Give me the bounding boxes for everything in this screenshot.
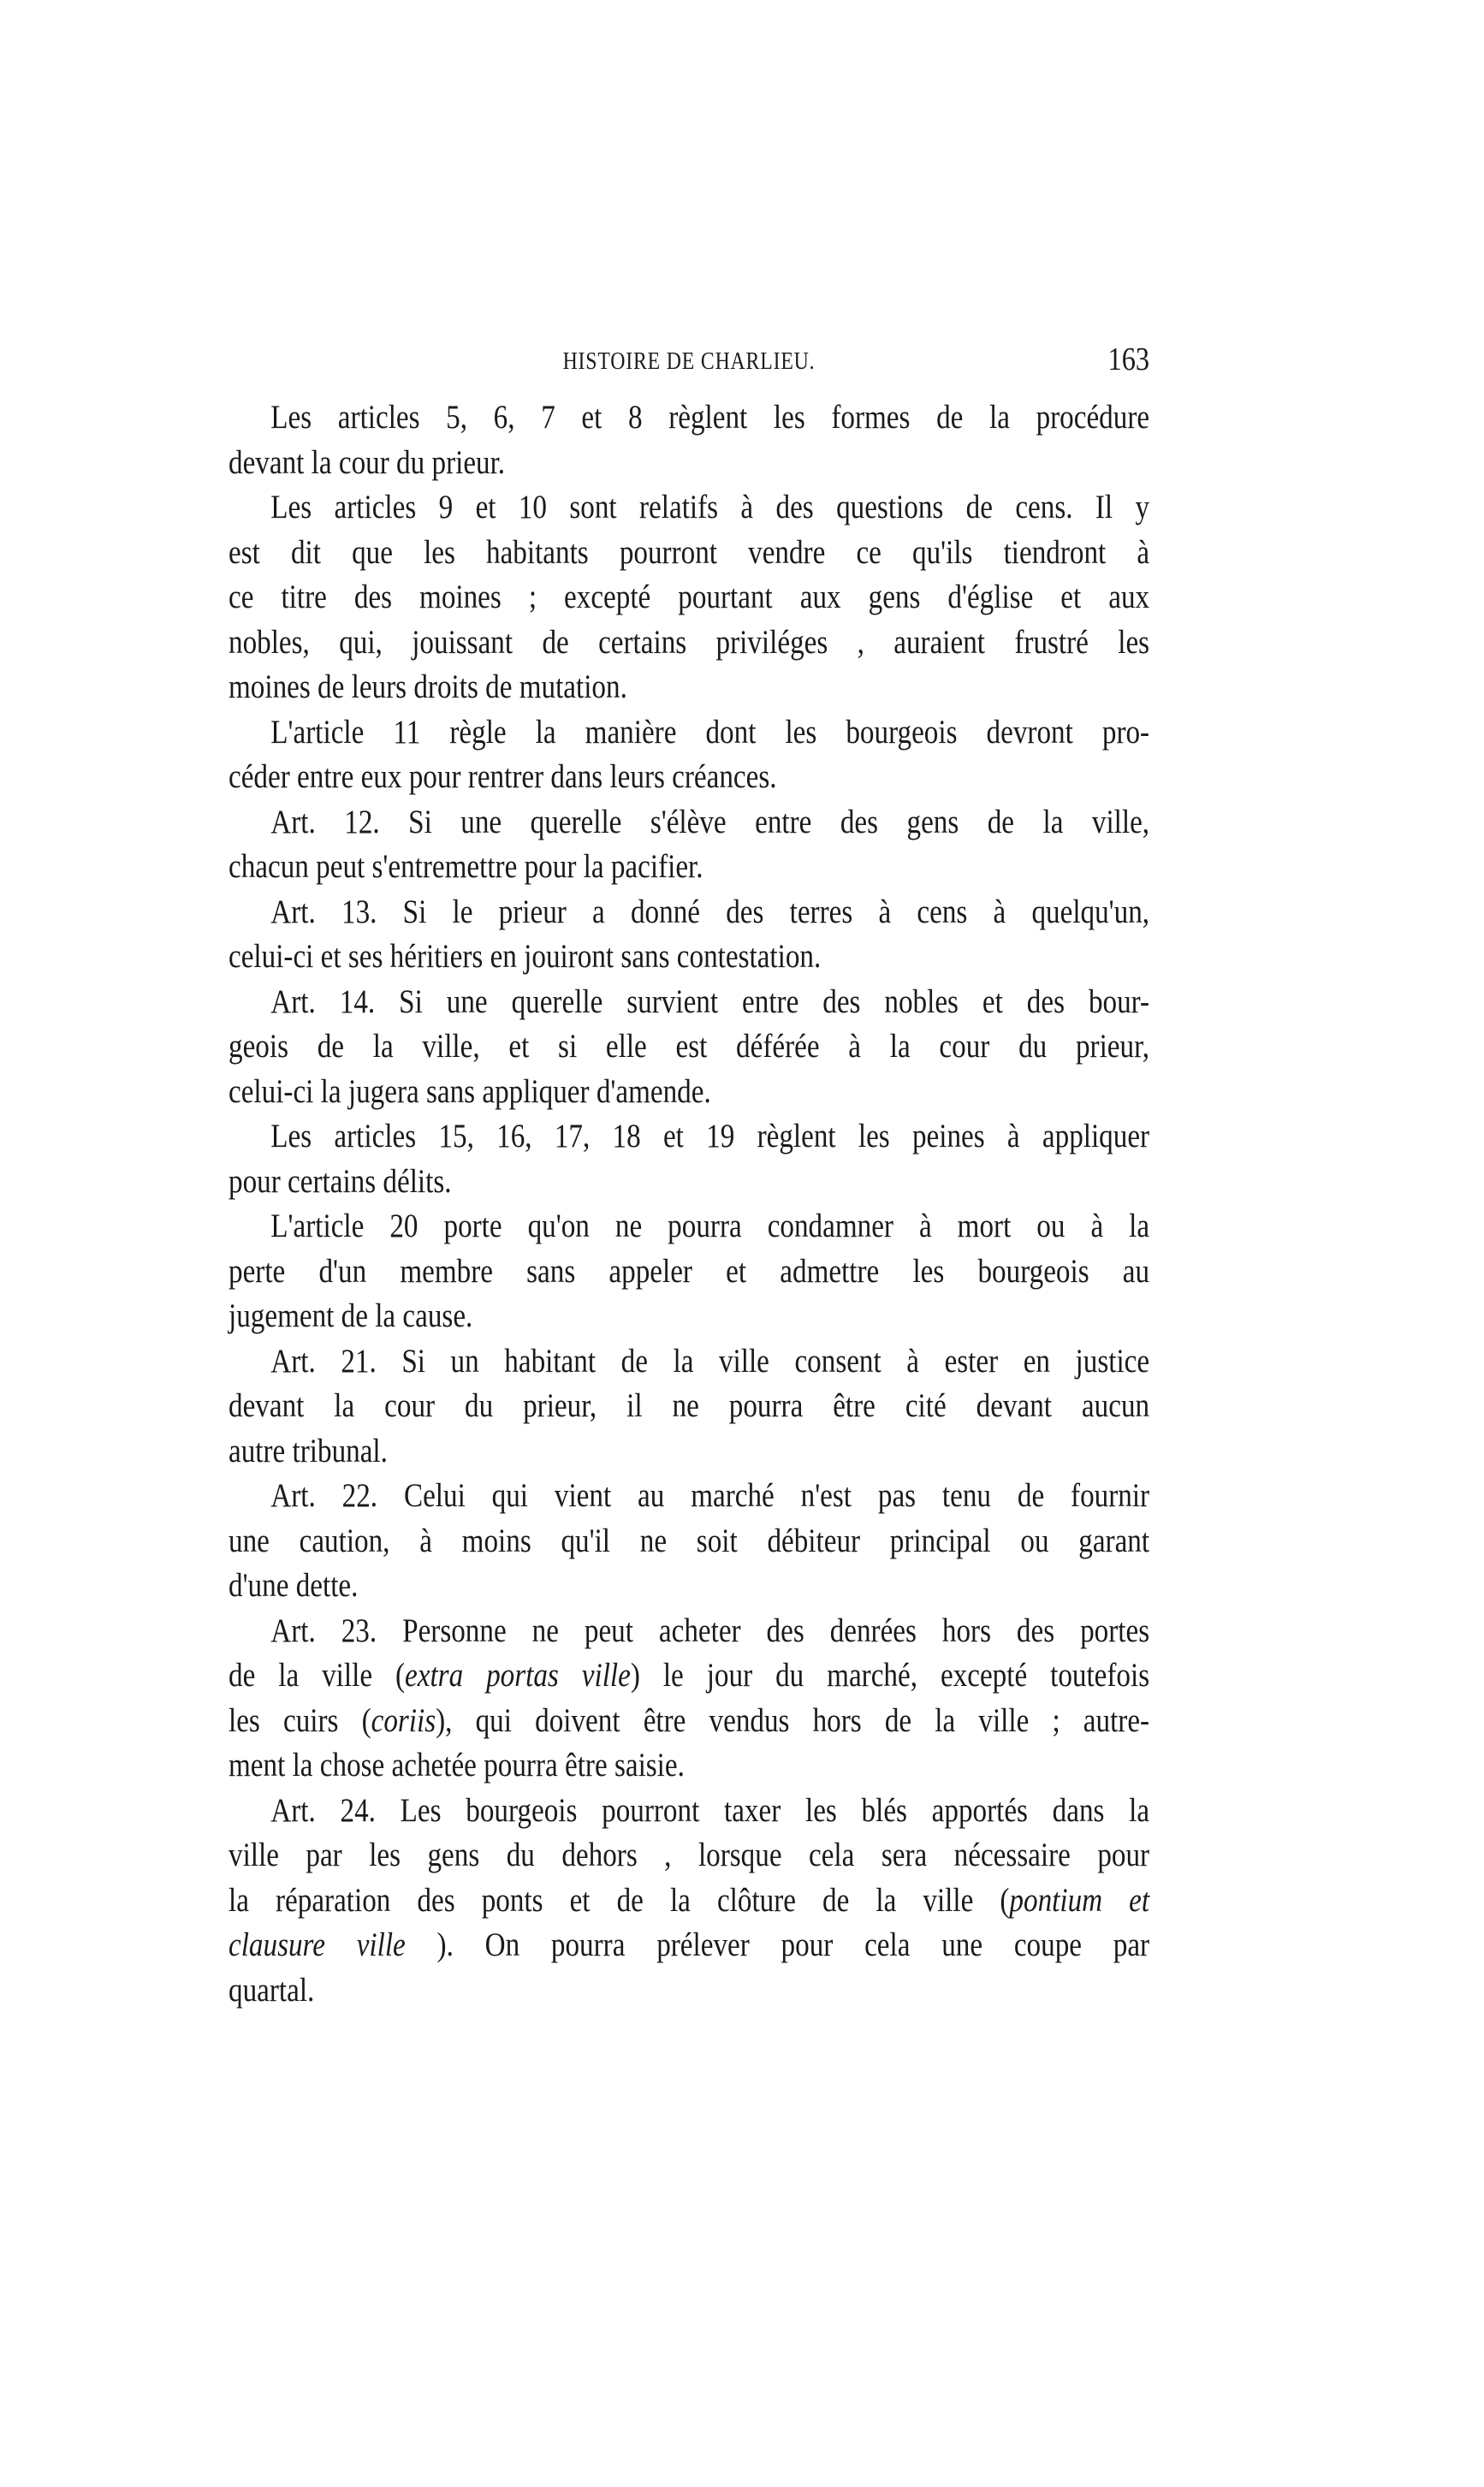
text-line [229,1653,1149,1699]
text-line [229,1923,1149,1968]
text-line [229,935,1149,980]
text-line [229,710,1149,756]
text-segment: Art. 12. Si une querelle s'élève entre des gens de la ville, [270,803,1150,840]
paragraph [229,710,1149,800]
text-line [229,1249,1149,1295]
text-line [229,441,1149,486]
text-line [229,665,1149,710]
text-line [229,1114,1149,1160]
text-segment: nobles, qui, jouissant de certains priviléges , auraient frustré les [229,623,1150,661]
text-segment: d'une dette. [229,1567,359,1604]
text-segment: Art. 22. Celui qui vient au marché n'est pas tenu de fournir [270,1477,1150,1514]
paragraph [229,1114,1149,1204]
text-line [229,620,1149,666]
text-line [229,1474,1149,1519]
text-line [229,1833,1149,1879]
italic-latin-term: coriis [371,1701,436,1739]
text-line [229,1204,1149,1249]
running-title: HISTOIRE DE CHARLIEU. [562,347,816,375]
text-segment: Art. 21. Si un habitant de la ville consent à ester en justice [270,1342,1150,1380]
text-segment: ) le jour du marché, excepté toutefois [630,1657,1150,1694]
paragraph [229,800,1149,890]
text-segment: Art. 14. Si une querelle survient entre des nobles et des bour- [270,982,1150,1020]
text-segment: Art. 23. Personne ne peut acheter des denrées hors des portes [270,1612,1150,1649]
text-line [229,1699,1149,1744]
text-line [229,485,1149,531]
text-line [229,980,1149,1025]
text-line [229,1743,1149,1789]
text-segment: devant la cour du prieur. [229,443,506,481]
text-line [229,395,1149,441]
text-segment: Art. 24. Les bourgeois pourront taxer les blés apportés dans la [270,1791,1150,1829]
italic-latin-term: extra portas ville [405,1657,631,1694]
paragraph [229,395,1149,485]
text-segment: celui-ci et ses héritiers en jouiront sans contestation. [229,938,822,975]
text-line [229,1519,1149,1564]
text-segment: ville par les gens du dehors , lorsque cela sera nécessaire pour [229,1837,1150,1873]
text-line [229,1294,1149,1339]
text-segment: est dit que les habitants pourront vendre ce qu'ils tiendront à [229,533,1150,571]
paragraph [229,1204,1149,1339]
text-line [229,1879,1149,1924]
text-line [229,531,1149,576]
paragraph [229,485,1149,710]
text-line [229,755,1149,800]
text-segment: Les articles 5, 6, 7 et 8 règlent les formes de la procédure [270,399,1150,436]
text-segment: céder entre eux pour rentrer dans leurs créances. [229,758,777,795]
text-segment: L'article 11 règle la manière dont les bourgeois devront pro- [270,713,1150,751]
text-segment: ment la chose achetée pourra être saisie. [229,1747,685,1784]
text-segment: Les articles 9 et 10 sont relatifs à des questions de cens. Il y [270,489,1150,525]
text-line [229,575,1149,620]
text-segment: perte d'un membre sans appeler et admettre les bourgeois au [229,1252,1150,1290]
paragraph [229,1339,1149,1475]
text-line [229,1609,1149,1654]
text-line [229,1384,1149,1429]
text-line [229,1024,1149,1070]
text-segment: une caution, à moins qu'il ne soit débiteur principal ou garant [229,1522,1150,1559]
text-line [229,1564,1149,1609]
text-segment: de la ville ( [229,1657,406,1694]
italic-latin-term: clausure ville [229,1926,406,1963]
text-line [229,1160,1149,1205]
text-line [229,1070,1149,1115]
running-header [229,341,1149,383]
paragraph [229,890,1149,980]
text-segment: L'article 20 porte qu'on ne pourra condamner à mort ou à la [270,1208,1150,1244]
text-segment: ), qui doivent être vendus hors de la ville ; autre- [436,1701,1150,1739]
text-segment: les cuirs ( [229,1701,371,1739]
text-line [229,1339,1149,1385]
text-line [229,1429,1149,1475]
text-segment: la réparation des ponts et de la clôture de la ville ( [229,1881,1010,1919]
text-segment: chacun peut s'entremettre pour la pacifier. [229,848,703,885]
text-segment: celui-ci la jugera sans appliquer d'amende. [229,1072,711,1110]
text-segment: jugement de la cause. [229,1297,473,1334]
paragraph [229,980,1149,1115]
paragraph [229,1609,1149,1789]
text-line [229,1968,1149,2014]
text-segment: ). On pourra prélever pour cela une coupe par [405,1926,1150,1963]
text-segment: Art. 13. Si le prieur a donné des terres à cens à quelqu'un, [270,893,1150,930]
paragraph [229,1474,1149,1609]
text-line [229,845,1149,890]
italic-latin-term: pontium et [1009,1881,1150,1919]
text-line [229,890,1149,935]
text-segment: ce titre des moines ; excepté pourtant aux gens d'église et aux [229,579,1150,615]
text-segment: pour certains délits. [229,1162,452,1200]
text-segment: geois de la ville, et si elle est déférée à la cour du prieur, [229,1028,1150,1065]
text-line [229,800,1149,846]
text-segment: quartal. [229,1971,315,2009]
text-segment: autre tribunal. [229,1432,388,1469]
page-number: 163 [1107,341,1149,377]
text-segment: devant la cour du prieur, il ne pourra être cité devant aucun [229,1387,1150,1424]
text-line [229,1789,1149,1834]
paragraph [229,1789,1149,2014]
text-segment: moines de leurs droits de mutation. [229,668,627,705]
text-segment: Les articles 15, 16, 17, 18 et 19 règlent les peines à appliquer [270,1118,1150,1154]
page-body-text [229,395,1149,2013]
